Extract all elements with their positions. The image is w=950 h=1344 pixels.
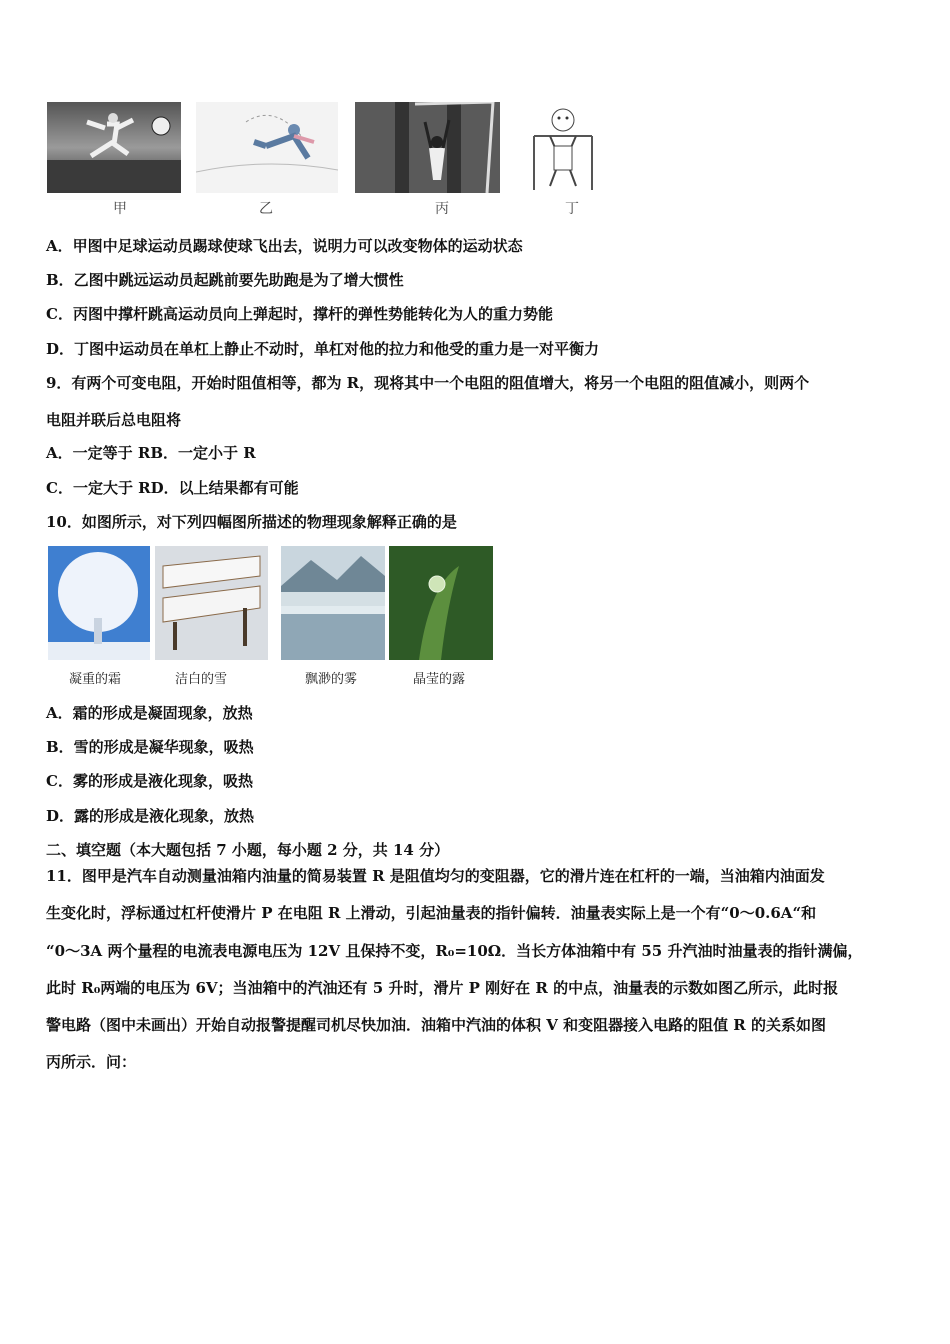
figure-snow	[155, 546, 268, 660]
q10-stem: 10．如图所示，对下列四幅图所描述的物理现象解释正确的是	[46, 513, 457, 531]
caption-ding: 丁	[565, 201, 579, 217]
q9-stem-line1: 9．有两个可变电阻，开始时阻值相等，都为 R，现将其中一个电阻的阻值增大，将另一个电阻的阻值减小，则两个	[46, 374, 810, 392]
q10-option-a: A．霜的形成是凝固现象，放热	[46, 704, 253, 722]
q11-line-2: 生变化时，浮标通过杠杆使滑片 P 在电阻 R 上滑动，引起油量表的指针偏转．油量表实际上是一个有“0～0.6A“和	[46, 904, 817, 922]
caption-yi: 乙	[259, 201, 273, 217]
q11-line-5: 警电路（图中未画出）开始自动报警提醒司机尽快加油．油箱中汽油的体积 V 和变阻器接入电路的阻值 R 的关系如图	[46, 1016, 826, 1034]
q11-line-1: 11．图甲是汽车自动测量油箱内油量的简易装置 R 是阻值均匀的变阻器，它的滑片连在杠杆的一端，当油箱内油面发	[46, 867, 825, 885]
figure-ding-horizontal-bar	[528, 102, 598, 193]
q11-line-3: “0～3A 两个量程的电流表电源电压为 12V 且保持不变，R₀=10Ω．当长方体油箱中有 55 升汽油时油量表的指针满偏，	[46, 942, 863, 960]
caption-bing: 丙	[435, 201, 449, 217]
caption-snow: 洁白的雪	[174, 672, 227, 687]
q8-option-c: C．丙图中撑杆跳高运动员向上弹起时，撑杆的弹性势能转化为人的重力势能	[46, 305, 553, 323]
q9-options-ab: A．一定等于 RB．一定小于 R	[46, 444, 256, 462]
q8-option-d: D．丁图中运动员在单杠上静止不动时，单杠对他的拉力和他受的重力是一对平衡力	[46, 340, 600, 358]
figure-yi-long-jump	[196, 102, 338, 193]
q9-stem-line2: 电阻并联后总电阻将	[46, 411, 182, 429]
caption-jia: 甲	[113, 201, 127, 217]
caption-fog: 飘渺的雾	[304, 672, 357, 687]
q11-line-4: 此时 R₀两端的电压为 6V；当油箱中的汽油还有 5 升时，滑片 P 刚好在 R 的中点，油量表的示数如图乙所示，此时报	[46, 979, 839, 997]
q10-option-c: C．雾的形成是液化现象，吸热	[46, 772, 253, 790]
figure-jia-soccer	[47, 102, 181, 193]
figure-dew	[389, 546, 493, 660]
figure-fog	[281, 546, 385, 660]
q8-option-b: B．乙图中跳远运动员起跳前要先助跑是为了增大惯性	[46, 271, 404, 289]
section-heading: 二、填空题（本大题包括 7 小题，每小题 2 分，共 14 分）	[46, 841, 450, 859]
caption-frost: 凝重的霜	[68, 672, 121, 687]
q10-option-d: D．露的形成是液化现象，放热	[46, 807, 255, 825]
figure-frost	[48, 546, 150, 660]
q8-option-a: A．甲图中足球运动员踢球使球飞出去，说明力可以改变物体的运动状态	[46, 237, 523, 255]
q9-options-cd: C．一定大于 RD．以上结果都有可能	[46, 479, 299, 497]
figure-bing-pole-vault	[355, 102, 500, 193]
q11-line-6: 丙所示．问：	[46, 1053, 137, 1071]
caption-dew: 晶莹的露	[412, 672, 465, 687]
q10-option-b: B．雪的形成是凝华现象，吸热	[46, 738, 254, 756]
